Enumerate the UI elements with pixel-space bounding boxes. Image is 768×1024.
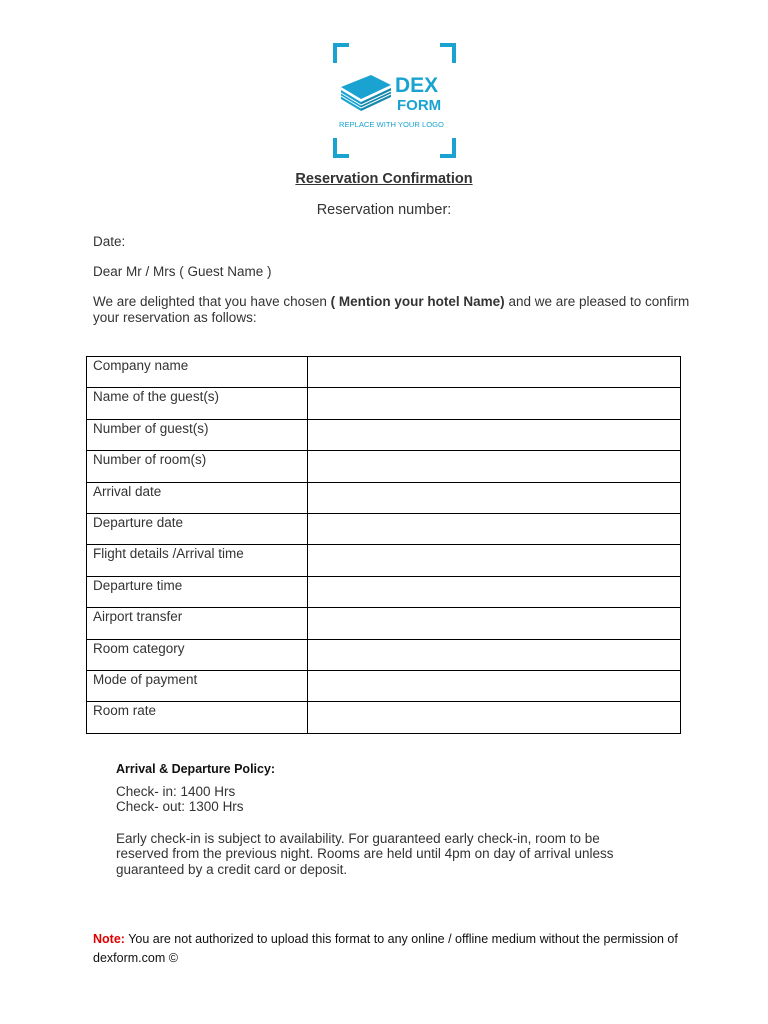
logo-wordmark-dex: DEX	[395, 74, 439, 97]
table-row	[87, 451, 681, 482]
logo-wordmark-form: FORM	[397, 97, 442, 114]
table-row	[87, 388, 681, 419]
field-value[interactable]	[308, 451, 681, 482]
table-row	[87, 670, 681, 701]
table-row	[87, 639, 681, 670]
field-label: Airport transfer	[87, 608, 308, 639]
arrival-departure-policy	[116, 762, 646, 877]
intro-text-end: and we are pleased to confirm your reservation as follows:	[93, 294, 690, 325]
table-row	[87, 513, 681, 544]
field-label: Room category	[87, 639, 308, 670]
hotel-name-placeholder: ( Mention your hotel Name)	[330, 294, 505, 309]
table-row	[87, 702, 681, 733]
field-label: Company name	[87, 357, 308, 388]
table-row	[87, 545, 681, 576]
table-row	[87, 576, 681, 607]
checkin-time: Check- in: 1400 Hrs	[116, 783, 236, 799]
table-row	[87, 357, 681, 388]
reservation-details-table	[86, 356, 681, 734]
field-value[interactable]	[308, 608, 681, 639]
field-value[interactable]	[308, 702, 681, 733]
field-label: Room rate	[87, 702, 308, 733]
table-row	[87, 419, 681, 450]
field-label: Arrival date	[87, 482, 308, 513]
field-label: Name of the guest(s)	[87, 388, 308, 419]
intro-paragraph	[93, 294, 693, 326]
copyright-note	[93, 930, 683, 968]
field-label: Departure time	[87, 576, 308, 607]
policy-text: Early check-in is subject to availability. For guaranteed early check-in, room to be reserved from the previous night. Rooms are held until 4pm on day of arrival unless guaranteed by a credit card or deposit.	[116, 830, 614, 877]
date-label: Date:	[93, 234, 126, 249]
dexform-logo	[333, 43, 456, 158]
field-label: Number of room(s)	[87, 451, 308, 482]
page-title: Reservation Confirmation	[295, 171, 473, 187]
checkout-time: Check- out: 1300 Hrs	[116, 799, 244, 814]
logo-graphic	[333, 43, 456, 158]
reservation-number-label: Reservation number:	[316, 202, 452, 218]
field-value[interactable]	[308, 419, 681, 450]
policy-heading: Arrival & Departure Policy:	[116, 762, 276, 776]
paper-stack-icon	[341, 75, 391, 111]
logo-tagline: REPLACE WITH YOUR LOGO	[339, 120, 444, 129]
field-label: Number of guest(s)	[87, 419, 308, 450]
table-row	[87, 608, 681, 639]
field-label: Departure date	[87, 513, 308, 544]
field-value[interactable]	[308, 482, 681, 513]
field-value[interactable]	[308, 639, 681, 670]
field-value[interactable]	[308, 545, 681, 576]
table-row	[87, 482, 681, 513]
field-value[interactable]	[308, 357, 681, 388]
field-label: Mode of payment	[87, 670, 308, 701]
field-value[interactable]	[308, 388, 681, 419]
field-label: Flight details /Arrival time	[87, 545, 308, 576]
note-label: Note:	[93, 932, 125, 946]
field-value[interactable]	[308, 576, 681, 607]
field-value[interactable]	[308, 670, 681, 701]
intro-text-start: We are delighted that you have chosen	[93, 294, 331, 309]
salutation: Dear Mr / Mrs ( Guest Name )	[93, 264, 272, 279]
field-value[interactable]	[308, 513, 681, 544]
note-text: You are not authorized to upload this format to any online / offline medium without the permission of dexform.com ©	[93, 932, 678, 965]
